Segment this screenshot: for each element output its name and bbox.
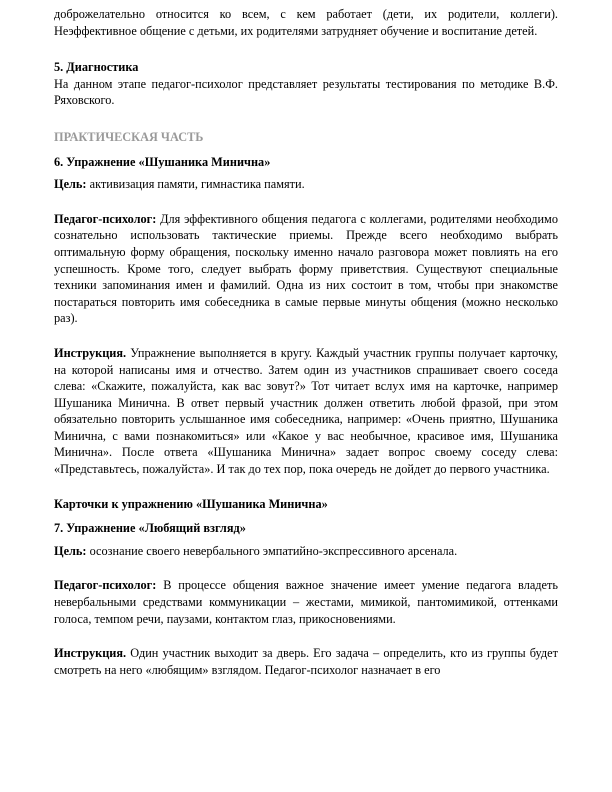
section-7-title: 7. Упражнение «Любящий взгляд» <box>54 521 246 536</box>
section-7-instruction-text: Один участник выходит за дверь. Его задача – определить, кто из группы будет смотреть на него «любящим» взглядом. Педагог-психолог назначает в его <box>54 646 558 677</box>
section-7-psychologist-text: В процессе общения важное значение имеет умение педагога владеть невербальными средствами коммуникации – жестами, мимикой, пантомимикой, оттенками голоса, темпом речи, паузами, контактом глаз, прикосновениями. <box>54 578 558 626</box>
section-6-goal-label: Цель: <box>54 177 87 192</box>
section-6-title: 6. Упражнение «Шушаника Минична» <box>54 154 271 169</box>
section-7-goal <box>54 543 558 560</box>
section-6-psychologist-text: Для эффективного общения педагога с коллегами, родителями необходимо сознательно использовать тактические приемы. Прежде всего необходимо выбрать оптимальную форму обращения, поскольку именно начало разговора может повлиять на его успешность. Кроме того, следует выбрать форму приветствия. Существуют специальные техники запоминания имен и фамилий. Одна из них состоит в том, чтобы при знакомстве постараться повторить имя собеседника в самые первые минуты общения (можно несколько раз). <box>54 211 558 326</box>
document-page <box>54 6 558 678</box>
section-7-psychologist-label: Педагог-психолог: <box>54 578 157 593</box>
section-7-instruction-paragraph <box>54 645 558 678</box>
practical-part-heading: ПРАКТИЧЕСКАЯ ЧАСТЬ <box>54 129 204 144</box>
section-7-goal-label: Цель: <box>54 543 87 558</box>
section-7-goal-text: осознание своего невербального эмпатийно-экспрессивного арсенала. <box>86 543 458 558</box>
section-6-instruction-label: Инструкция. <box>54 345 127 360</box>
section-7-instruction-label: Инструкция. <box>54 646 127 661</box>
section-5-text: На данном этапе педагог-психолог представляет результаты тестирования по методике В.Ф. Ряховского. <box>54 76 558 108</box>
section-6-psychologist-paragraph <box>54 211 558 327</box>
section-7-psychologist-paragraph <box>54 577 558 627</box>
section-6-goal <box>54 176 558 193</box>
intro-paragraph: доброжелательно относится ко всем, с кем работает (дети, их родители, коллеги). Неэффективное общение с детьми, их родителями затрудняет обучение и воспитание детей. <box>54 7 558 38</box>
section-6-psychologist-label: Педагог-психолог: <box>54 211 157 226</box>
section-6-instruction-paragraph <box>54 345 558 478</box>
cards-title: Карточки к упражнению «Шушаника Минична» <box>54 496 328 511</box>
section-6-instruction-text: Упражнение выполняется в кругу. Каждый участник группы получает карточку, на которой написаны имя и отчество. Затем один из участников спрашивает своего соседа слева: «Скажите, пожалуйста, как вас зовут?» Тот читает вслух имя на карточке, например Шушаника Минична. В ответ первый участник должен ответить любой фразой, при этом обязательно повторить услышанное имя собеседника, например: «Очень приятно, Шушаника Минична, с вами познакомиться» или «Какое у вас необычное, красивое имя, Шушаника Минична». После ответа «Шушаника Минична» задает вопрос своему соседу слева: «Представьтесь, пожалуйста». И так до тех пор, пока очередь не дойдет до первого участника. <box>54 345 558 477</box>
section-5-title: 5. Диагностика <box>54 60 139 75</box>
section-6-goal-text: активизация памяти, гимнастика памяти. <box>86 177 305 192</box>
